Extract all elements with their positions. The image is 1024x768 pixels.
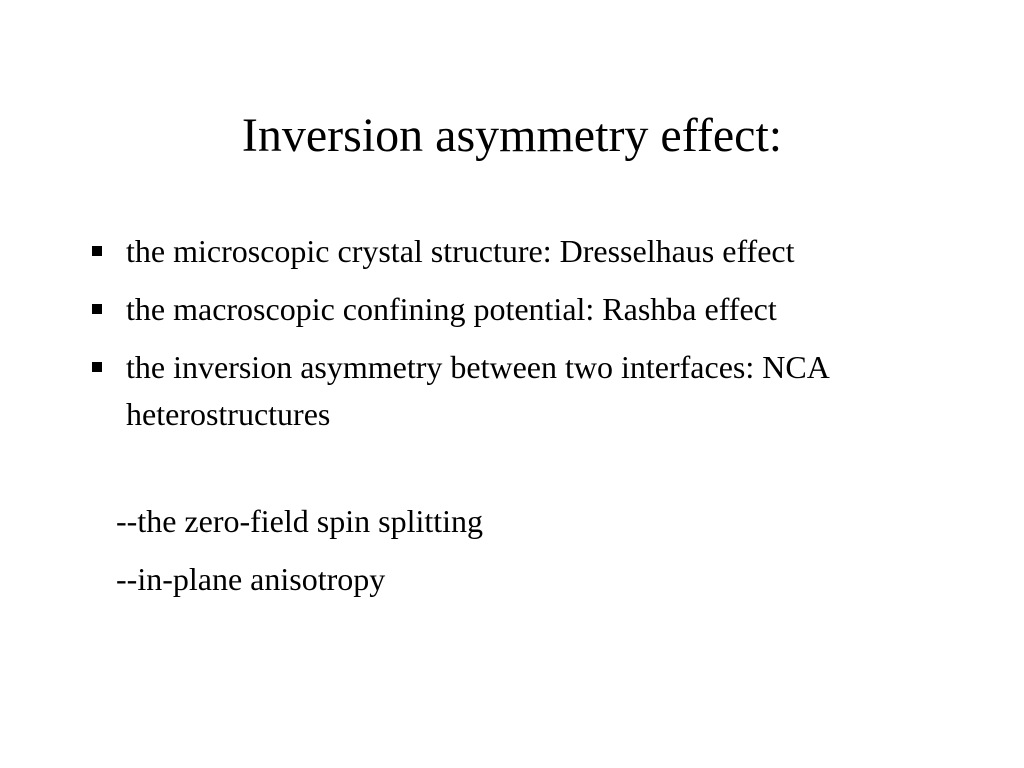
bullet-item-nca: [88, 344, 968, 438]
square-bullet-icon: [92, 304, 102, 314]
sub-item-anisotropy: --in-plane anisotropy: [116, 561, 386, 597]
square-bullet-icon: [92, 246, 102, 256]
bullet-text: the macroscopic confining potential: Rashba effect: [126, 291, 777, 327]
bullet-item-dresselhaus: [88, 228, 968, 275]
sub-item-spin-splitting: --the zero-field spin splitting: [116, 503, 484, 539]
bullet-text: the inversion asymmetry between two interfaces: NCA heterostructures: [126, 349, 829, 432]
bullet-item-rashba: [88, 286, 968, 333]
bullet-text: the microscopic crystal structure: Dresselhaus effect: [126, 233, 795, 269]
slide-title: Inversion asymmetry effect:: [241, 109, 783, 162]
bullet-list: [88, 228, 968, 449]
square-bullet-icon: [92, 362, 102, 372]
